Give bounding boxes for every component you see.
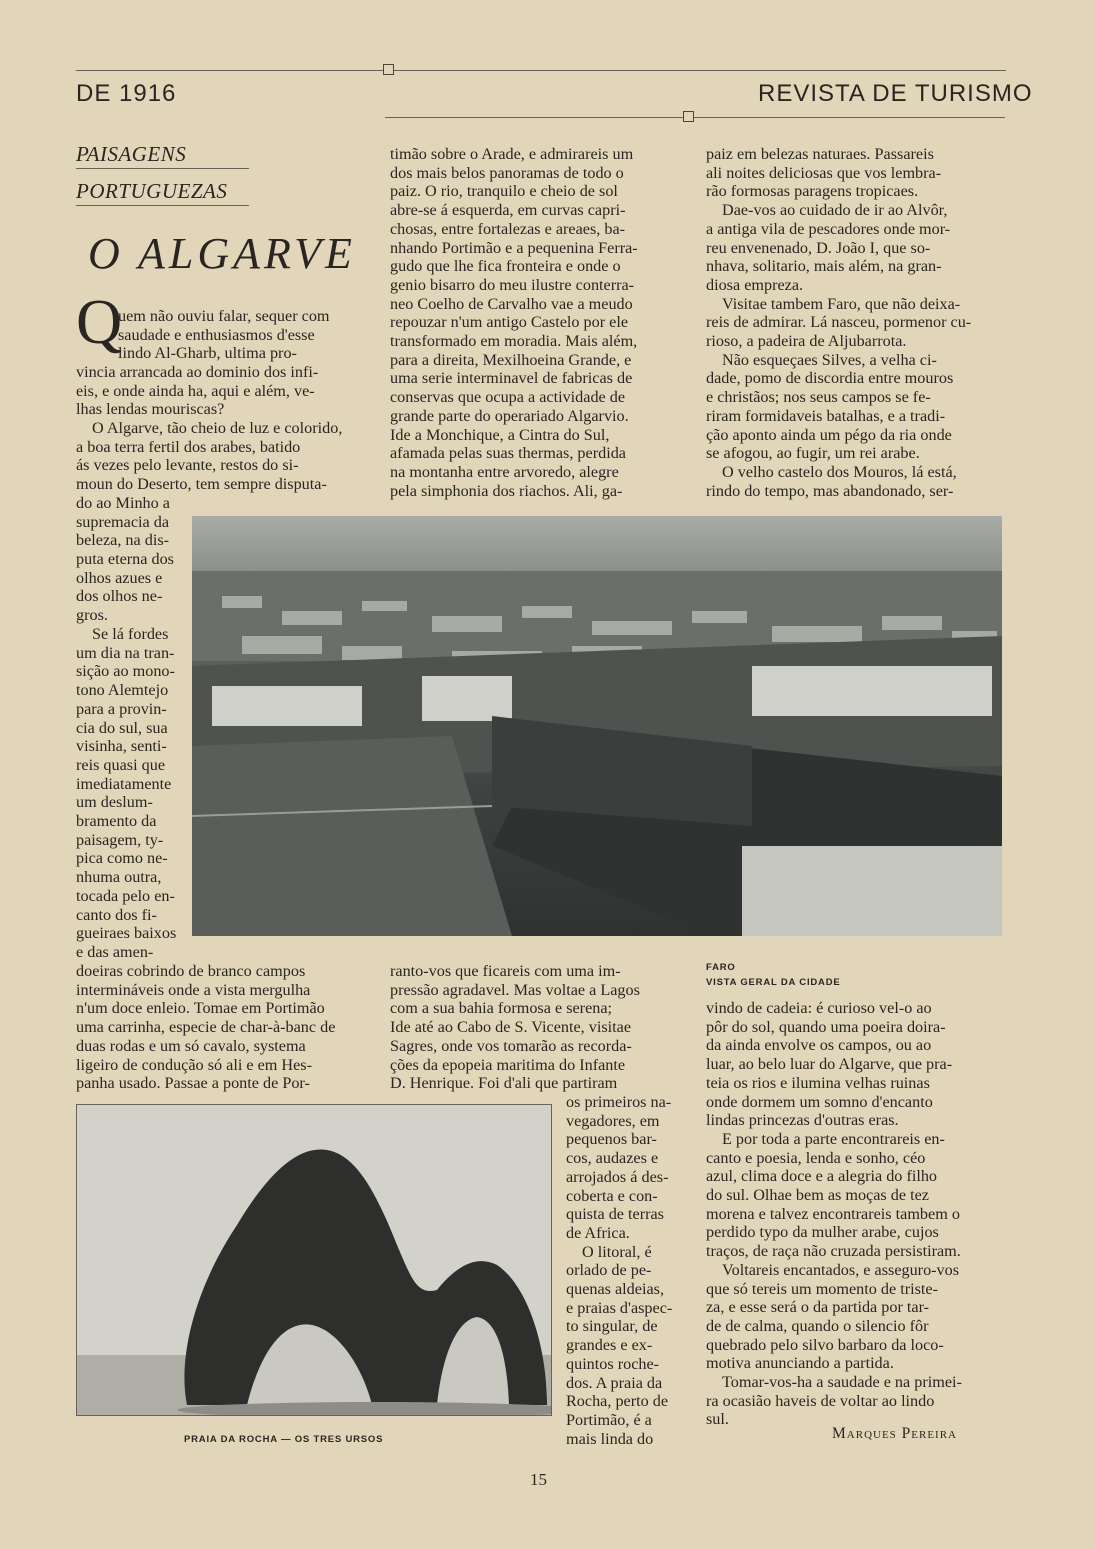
praia-da-rocha-photo [76,1104,552,1416]
col2-narrow-line: Portimão, é a [566,1410,652,1429]
col2-line: paiz. O rio, tranquilo e cheio de sol [390,182,618,201]
col3-line: luar, ao belo luar do Algarve, que pra- [706,1055,953,1074]
col1-p2-line: dos olhos ne- [76,587,163,606]
col3-line: a antiga vila de pescadores onde mor- [706,219,951,238]
col1-p2-line: a boa terra fertil dos arabes, batido [76,437,301,456]
col3-line: dade, pomo de discordia entre mouros [706,369,954,388]
col2-line: gudo que lhe fica fronteira e onde o [390,257,621,276]
col1-p3-line: intermináveis onde a vista mergulha [76,980,311,999]
col2-line: uma serie interminavel de fabricas de [390,369,633,388]
col3-line: Visitae tambem Faro, que não deixa- [722,294,961,313]
col2-line: com a sua bahia formosa e serena; [390,999,613,1018]
col2-narrow-line: pequenos bar- [566,1130,657,1149]
col3-line: teia os rios e ilumina velhas ruinas [706,1073,930,1092]
col3-line: O velho castelo dos Mouros, lá está, [722,462,957,481]
col3-line: ção aponto ainda um pégo da ria onde [706,425,952,444]
col2-line: D. Henrique. Foi d'ali que partiram [390,1074,618,1093]
section-label-2: PORTUGUEZAS [76,179,228,203]
col3-line: Não esqueçaes Silves, a velha ci- [722,350,937,369]
col3-line: onde dormem um somno d'encanto [706,1092,933,1111]
section-rule-1 [76,168,249,169]
col1-p2-line: ás vezes pelo levante, restos do si- [76,456,299,475]
col2-line: dos mais belos panoramas de todo o [390,163,624,182]
col3-line: e christãos; nos seus campos se fe- [706,388,931,407]
col1-p3-line: nhuma outra, [76,868,162,887]
col1-p3-line: tono Alemtejo [76,681,169,700]
col3-line: za, e esse será o da partida por tar- [706,1298,930,1317]
col3-line: riram formidaveis batalhas, e a tradi- [706,406,946,425]
col1-p3-line: paisagem, ty- [76,830,164,849]
col3-line: quebrado pelo silvo barbaro da loco- [706,1335,944,1354]
col1-p2-line: supremacia da [76,512,170,531]
col3-line: Tomar-vos-ha a saudade e na primei- [722,1373,962,1392]
section-label-1: PAISAGENS [76,142,187,166]
col3-line: vindo de cadeia: é curioso vel-o ao [706,999,932,1017]
col2-narrow-line: quista de terras [566,1205,664,1224]
col2-line: repouzar n'um antigo Castelo por ele [390,313,629,332]
col3-line: reis de admirar. Lá nasceu, pormenor cu- [706,313,972,332]
col1-p3-line: uma carrinha, especie de char-à-banc de [76,1018,336,1037]
col1-p3-line: Se lá fordes [92,625,169,643]
col3-line: perdido typo da mulher arabe, cujos [706,1223,939,1242]
col1-p2-line: beleza, na dis- [76,531,170,550]
header-left: DE 1916 [76,80,177,107]
col2-line: grande parte do operariado Algarvio. [390,406,629,425]
author-signature: Marques Pereira [832,1425,958,1442]
col2-narrow-line: vegadores, em [566,1111,660,1130]
col1-para3 [76,625,188,962]
article-title: O ALGARVE [88,229,356,278]
col2-line: abre-se á esquerda, em curvas capri- [390,201,626,220]
col2-narrow-line: cos, audazes e [566,1149,659,1168]
col3-line: morena e talvez encontrareis tambem o [706,1204,960,1223]
col2-narrow [566,1093,686,1448]
col2-mid [390,962,686,1093]
col1-p1-line: uem não ouviu falar, sequer com [118,307,330,325]
col1-para1-cont [76,363,370,419]
col1-p1-line: lindo Al-Gharb, ultima pro- [118,344,297,363]
faro-caption-subtitle: VISTA GERAL DA CIDADE [706,977,841,988]
rocha-caption: PRAIA DA ROCHA — OS TRES URSOS [184,1434,384,1445]
col2-narrow-line: orlado de pe- [566,1261,652,1280]
col3-line: azul, clima doce e a alegria do filho [706,1167,938,1186]
col1-p1-line: lhas lendas mouriscas? [76,400,225,419]
col2-line: na montanha entre arvoredo, alegre [390,462,619,481]
col3-line: reu envenenado, D. João I, que so- [706,238,931,257]
faro-city-illustration [192,516,1002,936]
col1-p2-line: O Algarve, tão cheio de luz e colorido, [92,419,343,437]
col3-line: nhava, solitario, mais além, na gran- [706,257,942,276]
col3-line: de de calma, quando o silencio fôr [706,1316,929,1335]
col1-p1-line: eis, e onde ainda ha, aqui e além, ve- [76,381,315,400]
col3-line: E por toda a parte encontrareis en- [722,1129,945,1148]
col2-narrow-line: dos. A praia da [566,1373,663,1392]
col1-para3-cont [76,962,370,1093]
col3-line: do sul. Olhae bem as moças de tez [706,1186,929,1205]
faro-city-photo [192,516,1002,936]
header-right: REVISTA DE TURISMO [758,80,1033,107]
col1-p3-line: para a provin- [76,699,167,718]
col3-line: rão formosas paragens tropicaes. [706,182,919,201]
col1-p2-line: puta eterna dos [76,549,174,568]
col2-narrow-line: Rocha, perto de [566,1392,669,1411]
col3-line: que só tereis um momento de triste- [706,1279,938,1298]
col2-line: pressão agradavel. Mas voltae a Lagos [390,980,640,999]
header-ornament-bottom [683,111,694,122]
col1-p3-line: imediatamente [76,774,172,793]
col3-bottom [706,999,1004,1429]
col1-p3-line: e das amen- [76,942,154,961]
col3-line: canto e poesia, lenda e sonho, céo [706,1148,926,1167]
col3-line: ra ocasião haveis de voltar ao lindo [706,1391,935,1410]
col1-p3-line: um dia na tran- [76,643,175,662]
col2-narrow-line: e praias d'aspec- [566,1298,673,1317]
col2-narrow-line: coberta e con- [566,1186,658,1205]
col3-line: ali noites deliciosas que vos lembra- [706,163,942,182]
col1-p2-line: gros. [76,606,108,625]
page-number: 15 [530,1470,547,1489]
col2-narrow-line: de Africa. [566,1223,630,1242]
col3-line: rioso, a padeira de Aljubarrota. [706,332,907,351]
col3-line: da ainda envolve os campos, ou ao [706,1036,932,1055]
col3-top [706,145,1004,500]
col3-line: sul. [706,1410,729,1429]
col2-line: ções da epopeia maritima do Infante [390,1055,626,1074]
col2-top [390,145,686,500]
col1-p2-line: do ao Minho a [76,493,170,512]
col3-line: paiz em belezas naturaes. Passareis [706,145,934,163]
col2-line: ranto-vos que ficareis com uma im- [390,962,621,980]
col1-p3-line: gueiraes baixos [76,924,177,943]
col1-p3-line: bramento da [76,812,157,831]
col2-line: timão sobre o Arade, e admirareis um [390,145,634,163]
col2-narrow-line: os primeiros na- [566,1093,672,1111]
col2-narrow-line: O litoral, é [582,1242,652,1261]
col2-line: neo Coelho de Carvalho vae a meudo [390,294,633,313]
col1-p1-line: saudade e enthusiasmos d'esse [118,325,315,344]
col2-narrow-line: to singular, de [566,1317,658,1336]
col1-p1-line: vincia arrancada ao dominio dos infi- [76,363,319,381]
col2-narrow-line: quintos roche- [566,1354,660,1373]
faro-caption-title: FARO [706,962,736,973]
col2-line: afamada pelas suas thermas, perdida [390,444,626,463]
col1-p3-line: pica como ne- [76,849,168,868]
col1-p3-line: reis quasi que [76,755,166,774]
col2-narrow-line: mais linda do [566,1429,654,1448]
col2-narrow-line: quenas aldeias, [566,1280,664,1299]
col1-p3-line: um deslum- [76,793,153,812]
col2-line: Ide a Monchique, a Cintra do Sul, [390,425,610,444]
col3-line: traços, de raça não cruzada persistiram. [706,1242,961,1261]
header-rule-top [76,70,1006,71]
col2-narrow-line: arrojados á des- [566,1167,669,1186]
col3-line: Voltareis encantados, e asseguro-vos [722,1260,960,1279]
col2-line: Sagres, onde vos tomarão as recorda- [390,1036,632,1055]
col2-narrow-line: grandes e ex- [566,1336,653,1355]
col3-line: rindo do tempo, mas abandonado, ser- [706,481,954,500]
col1-p3-line: ligeiro de condução só ali e em Hes- [76,1055,312,1074]
col3-line: pôr do sol, quando uma poeira doira- [706,1017,946,1036]
col2-line: transformado em moradia. Mais além, [390,332,638,351]
header-rule-bottom [385,117,1005,118]
col2-line: genio bisarro do meu ilustre conterra- [390,275,635,294]
col2-line: nhando Portimão e a pequenina Ferra- [390,238,638,257]
col2-line: conservas que ocupa a actividade de [390,388,626,407]
col3-line: diosa empreza. [706,275,804,294]
col1-para1 [118,307,370,363]
col2-line: Ide até ao Cabo de S. Vicente, visitae [390,1018,632,1037]
col1-p3-line: panha usado. Passae a ponte de Por- [76,1074,310,1093]
col1-p2-line: moun do Deserto, tem sempre disputa- [76,475,327,494]
col2-line: para a direita, Mexilhoeina Grande, e [390,350,632,369]
col2-line: pela simphonia dos riachos. Ali, ga- [390,481,623,500]
col1-p3-line: cia do sul, sua [76,718,168,737]
drop-cap: Q [76,286,123,357]
col1-p3-line: visinha, senti- [76,737,167,756]
col1-p3-line: doeiras cobrindo de branco campos [76,962,306,980]
col1-p2-line: olhos azues e [76,568,163,587]
col1-p3-line: sição ao mono- [76,662,175,681]
col1-p3-line: canto dos fi- [76,905,157,924]
col3-line: Dae-vos ao cuidado de ir ao Alvôr, [722,201,948,220]
col2-line: chosas, entre fortalezas e areaes, ba- [390,219,626,238]
col1-p3-line: n'um doce enleio. Tomae em Portimão [76,999,325,1018]
col1-p3-line: tocada pelo en- [76,886,175,905]
rock-arches-illustration [77,1105,551,1415]
section-rule-2 [76,205,249,206]
col3-line: se afogou, ao fugir, um rei arabe. [706,444,920,463]
header-ornament-top [383,64,394,75]
col3-line: lindas princezas d'outras eras. [706,1111,899,1130]
col3-line: motiva anunciando a partida. [706,1354,894,1373]
col1-p3-line: duas rodas e um só cavalo, systema [76,1036,306,1055]
